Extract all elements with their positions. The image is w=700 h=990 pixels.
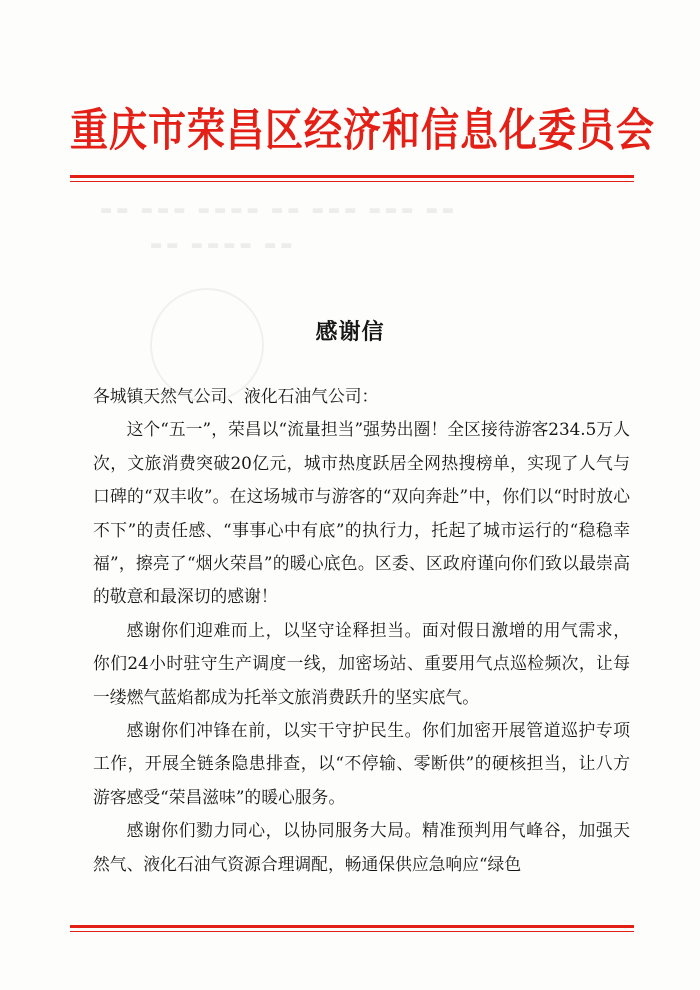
letter-paragraph: 感谢你们迎难而上，以坚守诠释担当。面对假日激增的用气需求，你们24小时驻守生产调度一线，加密场站、重要用气点巡检频次，让每一缕燃气蓝焰都成为托举文旅消费跃升的坚实底气。 xyxy=(93,619,630,707)
letterhead-title: 重庆市荣昌区经济和信息化委员会 xyxy=(70,104,656,156)
footer-rule-thick xyxy=(70,925,634,928)
letterhead-rule-thick xyxy=(70,175,634,178)
letter-salutation: 各城镇天然气公司、液化石油气公司： xyxy=(93,386,379,406)
footer-rule-thin xyxy=(70,931,634,932)
show-through-text: ▬▬ ▬▬▬▬ ▬▬ xyxy=(150,238,297,253)
show-through-text: ▬▬ ▬▬▬ ▬▬▬▬ ▬▬ ▬▬▬ ▬▬▬ ▬▬ xyxy=(100,203,459,218)
letter-title: 感谢信 xyxy=(315,320,385,345)
letter-body xyxy=(93,380,630,881)
letter-paragraph: 这个“五一”，荣昌以“流量担当”强势出圈！全区接待游客234.5万人次，文旅消费突破20亿元，城市热度跃居全网热搜榜单，实现了人气与口碑的“双丰收”。在这场城市与游客的“双向奔赴”中，你们以“时时放心不下”的责任感、“事事心中有底”的执行力，托起了城市运行的“稳稳幸福”，擦亮了“烟火荣昌”的暖心底色。区委、区政府谨向你们致以最崇高的敬意和最深切的感谢！ xyxy=(93,419,630,607)
letter-paragraph: 感谢你们勠力同心，以协同服务大局。精准预判用气峰谷，加强天然气、液化石油气资源合理调配，畅通保供应急响应“绿色 xyxy=(93,820,630,874)
letterhead-rule-thin xyxy=(70,181,634,182)
letter-paragraph: 感谢你们冲锋在前，以实干守护民生。你们加密开展管道巡护专项工作，开展全链条隐患排查，以“不停输、零断供”的硬核担当，让八方游客感受“荣昌滋味”的暖心服务。 xyxy=(93,720,630,807)
